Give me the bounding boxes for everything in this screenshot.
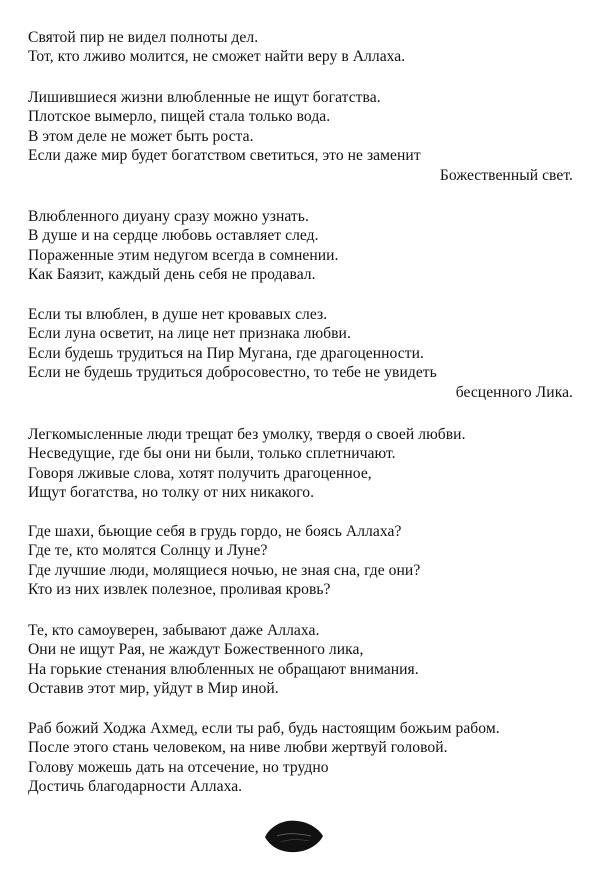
poem-line: Где шахи, бьющие себя в грудь гордо, не боясь Аллаха? [28,523,402,540]
poem-line: Они не ищут Рая, не жаждут Божественного лика, [28,641,364,659]
poem-line: Лишившиеся жизни влюбленные не ищут богатства. [28,89,381,106]
poem-line: Кто из них извлек полезное, проливая кровь? [28,581,331,599]
poem-line: Где лучшие люди, молящиеся ночью, не зная сна, где они? [28,561,421,579]
poem-line: Плотское вымерло, пищей стала только вода. [28,108,331,126]
poem-line: Как Баязит, каждый день себя не продавал. [28,266,316,284]
poem-line: В душе и на сердце любовь оставляет след. [28,227,319,245]
poem-line: Если луна осветит, на лице нет признака любви. [28,325,351,343]
poem-line: После этого стань человеком, на ниве любви жертвуй головой. [28,739,448,757]
poem-line: Те, кто самоуверен, забывают даже Аллаха. [28,622,320,639]
stanza-7 [28,621,573,699]
poem-line: Достичь благодарности Аллаха. [28,778,243,796]
poem-line: Оставив этот мир, уйдут в Мир иной. [28,680,279,698]
poem-line: Голову можешь дать на отсечение, но трудно [28,758,329,776]
poem-line: Несведущие, где бы они ни были, только сплетничают. [28,445,396,463]
poem-line-continuation: Божественный свет. [439,166,573,184]
stanza-6 [28,522,573,600]
poem-line-continuation: бесценного Лика. [455,383,573,401]
stanza-5 [28,425,573,503]
poem-line: Если ты влюблен, в душе нет кровавых слез. [28,306,328,323]
poem-line: Пораженные этим недугом всегда в сомнении. [28,246,339,264]
poem-line: Если не будешь трудиться добросовестно, то тебе не увидеть [28,364,437,382]
poem-line: В этом деле не может быть роста. [28,127,254,145]
poem-line: Влюбленного диуану сразу можно узнать. [28,208,309,225]
poem-line: Если будешь трудиться на Пир Мугана, где драгоценности. [28,344,424,362]
poem-line: Ищут богатства, но толку от них никакого. [28,484,315,502]
stanza-3 [28,207,573,285]
poem-line: Раб божий Ходжа Ахмед, если ты раб, будь настоящим божьим рабом. [28,720,500,737]
poem-line: Говоря лживые слова, хотят получить драгоценное, [28,464,372,482]
poem-line: На горькие стенания влюбленных не обращают внимания. [28,660,419,678]
stanza-1 [28,28,573,67]
poem-line: Где те, кто молятся Солнцу и Луне? [28,542,268,560]
poem-line: Тот, кто лживо молится, не сможет найти веру в Аллаха. [28,48,406,66]
leaf-ornament-icon [263,817,325,855]
stanza-2 [28,88,573,185]
stanza-4 [28,305,573,402]
poem-line: Если даже мир будет богатством светиться, это не заменит [28,147,421,165]
poem-line: Легкомысленные люди трещат без умолку, твердя о своей любви. [28,426,466,443]
poem-line: Святой пир не видел полноты дел. [28,29,259,46]
stanza-8 [28,719,573,797]
